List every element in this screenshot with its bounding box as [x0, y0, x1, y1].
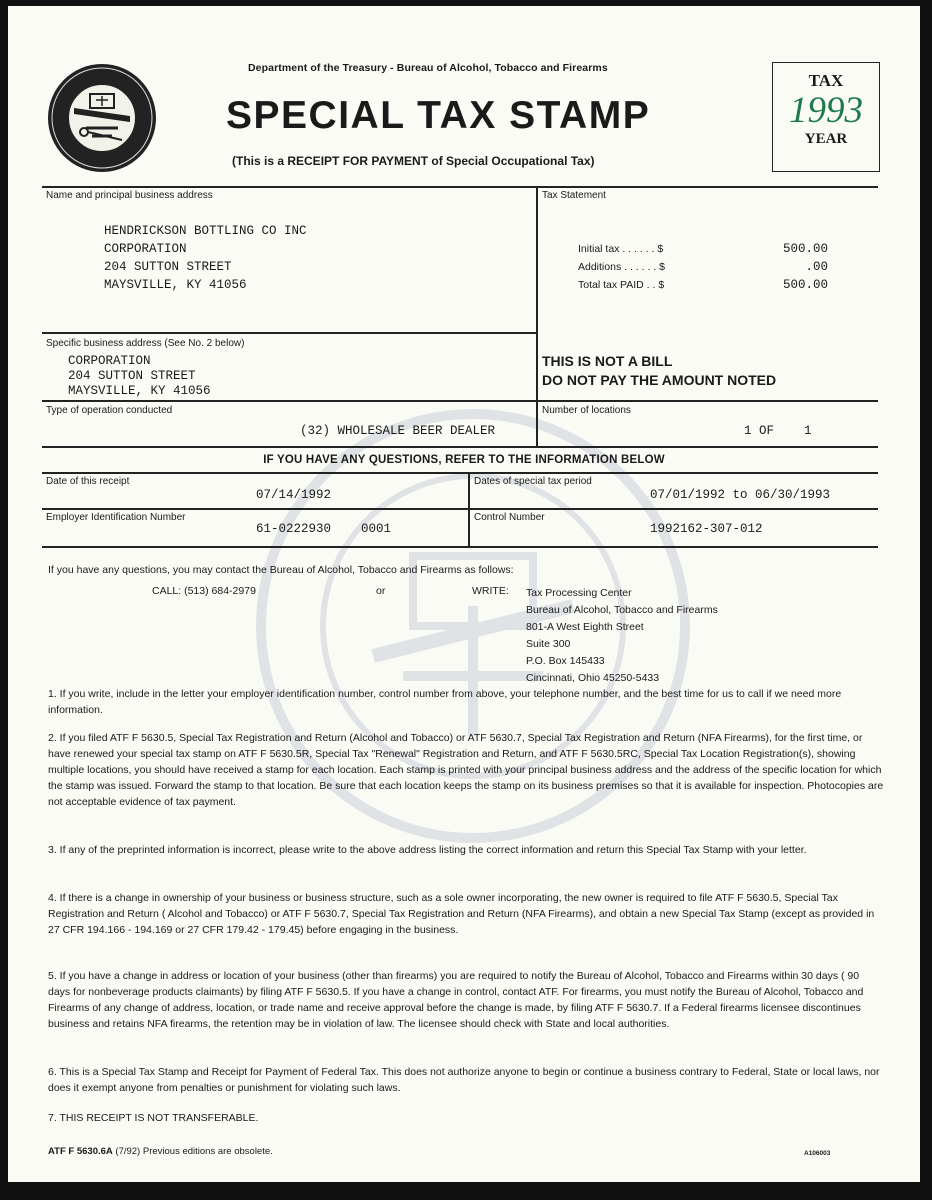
ein-value: 61-0222930 0001	[256, 522, 392, 536]
mailing-address-line: Cincinnati, Ohio 45250-5433	[526, 672, 660, 684]
not-a-bill-notice	[542, 352, 776, 390]
tax-period-label: Dates of special tax period	[474, 476, 592, 487]
receipt-date-label: Date of this receipt	[46, 476, 130, 487]
tax-stamp-document	[8, 6, 920, 1182]
control-number-label: Control Number	[474, 512, 545, 523]
tax-statement-label: Tax Statement	[542, 190, 606, 201]
name-address-block	[104, 222, 307, 294]
rule	[42, 472, 878, 474]
receipt-date-value: 07/14/1992	[256, 488, 332, 502]
document-code: A106003	[804, 1150, 831, 1157]
mailing-address-line: Bureau of Alcohol, Tobacco and Firearms	[526, 604, 718, 616]
treasury-seal-icon	[46, 62, 158, 174]
specific-address-label: Specific business address (See No. 2 below)	[46, 338, 245, 349]
name-address-line: CORPORATION	[104, 242, 187, 256]
form-footer	[48, 1146, 273, 1157]
locations-label: Number of locations	[542, 405, 631, 416]
ein-label: Employer Identification Number	[46, 512, 186, 523]
mailing-address-line: P.O. Box 145433	[526, 655, 605, 667]
control-number-value: 1992162-307-012	[650, 522, 763, 536]
initial-tax-label: Initial tax . . . . . . $	[578, 243, 664, 255]
rule	[536, 186, 538, 448]
tax-year-box	[772, 62, 880, 172]
questions-heading: IF YOU HAVE ANY QUESTIONS, REFER TO THE INFORMATION BELOW	[263, 454, 665, 466]
form-revision: (7/92) Previous editions are obsolete.	[115, 1146, 273, 1157]
tax-statement-labels	[578, 240, 665, 294]
total-tax-label: Total tax PAID . . $	[578, 279, 665, 291]
specific-address-block	[68, 354, 211, 399]
contact-or: or	[376, 585, 386, 597]
operation-label: Type of operation conducted	[46, 405, 173, 416]
instruction-2: 2. If you filed ATF F 5630.5, Special Tax Registration and Return (Alcohol and Tobacco) or ATF 5630.7, Special Tax Registration and Return (NFA Firearms), for the first time, or have renewed your special tax stamp on ATF F 5630.5R, Special Tax "Renewal" Registration and Return, and ATF F 5630.5RC, Special Tax Location Registration(s), showing multiple locations, you should have received a stamp for each location. Each stamp is printed with your principal business address and the address of the specific location for which the stamp was issued. Forward the stamp to that location. Be sure that each location keeps the stamp on its business premises so that it is available for inspection. Photocopies are not acceptable evidence of tax payment.	[48, 732, 884, 808]
mailing-address-line: Tax Processing Center	[526, 587, 632, 599]
rule	[42, 508, 878, 510]
form-id: ATF F 5630.6A	[48, 1146, 113, 1157]
instruction-4: 4. If there is a change in ownership of your business or business structure, such as a sole owner incorporating, the new owner is required to file ATF F 5630.5, Special Tax Registration and Return ( Alcohol and Tobacco) or ATF F 5630.7, Special Tax Registration and Return (NFA Firearms), and obtain a new Special Tax Stamp (except as provided in 27 CFR 194.166 - 194.169 or 27 CFR 179.42 - 179.45) before engaging in the business.	[48, 892, 875, 936]
tax-year-bottom: YEAR	[804, 131, 848, 147]
rule	[42, 400, 878, 402]
instruction-6: 6. This is a Special Tax Stamp and Receipt for Payment of Federal Tax. This does not authorize anyone to begin or continue a business contrary to Federal, State or local laws, nor does it exempt anyone from penalties or punishment for violating such laws.	[48, 1066, 880, 1094]
name-address-line: 204 SUTTON STREET	[104, 260, 232, 274]
name-address-line: MAYSVILLE, KY 41056	[104, 278, 247, 292]
rule	[42, 186, 878, 188]
mailing-address	[526, 585, 718, 687]
mailing-address-line: Suite 300	[526, 638, 571, 650]
tax-statement-values	[748, 240, 828, 294]
notice-line-1: THIS IS NOT A BILL	[542, 353, 673, 369]
rule	[42, 446, 878, 448]
name-address-label: Name and principal business address	[46, 190, 213, 201]
instruction-5: 5. If you have a change in address or location of your business (other than firearms) you are required to notify the Bureau of Alcohol, Tobacco and Firearms within 30 days ( 90 days for nonbeverage products claimants) by filing ATF F 5630.5. If you have a change in control, contact ATF. For firearms, you must notify the Bureau of Alcohol, Tobacco and Firearms of any change of address, location, or trade name and receive approval before the change is made, by filing ATF F 5630.7. If a Federal firearms licensee discontinues business and retains NFA firearms, the retention may be in violation of law. The licensee should check with State and local authorities.	[48, 970, 864, 1030]
specific-address-line: MAYSVILLE, KY 41056	[68, 384, 211, 398]
mailing-address-line: 801-A West Eighth Street	[526, 621, 644, 633]
total-tax-value: 500.00	[782, 278, 828, 292]
locations-value: 1 OF 1	[744, 424, 812, 438]
rule	[42, 332, 536, 334]
tax-year: 1993	[789, 90, 863, 131]
initial-tax-value: 500.00	[782, 242, 828, 256]
specific-address-line: CORPORATION	[68, 354, 151, 368]
page-subtitle: (This is a RECEIPT FOR PAYMENT of Special Occupational Tax)	[232, 154, 595, 168]
contact-intro: If you have any questions, you may contact the Bureau of Alcohol, Tobacco and Firearms as follows:	[48, 564, 514, 576]
instruction-1: 1. If you write, include in the letter your employer identification number, control number from above, your telephone number, and the best time for us to call if we need more information.	[48, 688, 842, 716]
instruction-7: 7. THIS RECEIPT IS NOT TRANSFERABLE.	[48, 1112, 259, 1124]
operation-value: (32) WHOLESALE BEER DEALER	[300, 424, 496, 438]
specific-address-line: 204 SUTTON STREET	[68, 369, 196, 383]
instruction-3: 3. If any of the preprinted information is incorrect, please write to the above address listing the correct information and return this Special Tax Stamp with your letter.	[48, 844, 807, 856]
name-address-line: HENDRICKSON BOTTLING CO INC	[104, 224, 307, 238]
additions-value: .00	[805, 260, 828, 274]
tax-year-top: TAX	[808, 71, 844, 90]
rule	[468, 472, 470, 546]
contact-phone: CALL: (513) 684-2979	[152, 585, 256, 597]
contact-write-label: WRITE:	[472, 585, 509, 597]
notice-line-2: DO NOT PAY THE AMOUNT NOTED	[542, 372, 777, 388]
tax-period-value: 07/01/1992 to 06/30/1993	[650, 488, 831, 502]
additions-label: Additions . . . . . . $	[578, 261, 665, 273]
page-title: SPECIAL TAX STAMP	[226, 94, 651, 137]
rule	[42, 546, 878, 548]
department-name: Department of the Treasury - Bureau of Alcohol, Tobacco and Firearms	[248, 62, 608, 74]
